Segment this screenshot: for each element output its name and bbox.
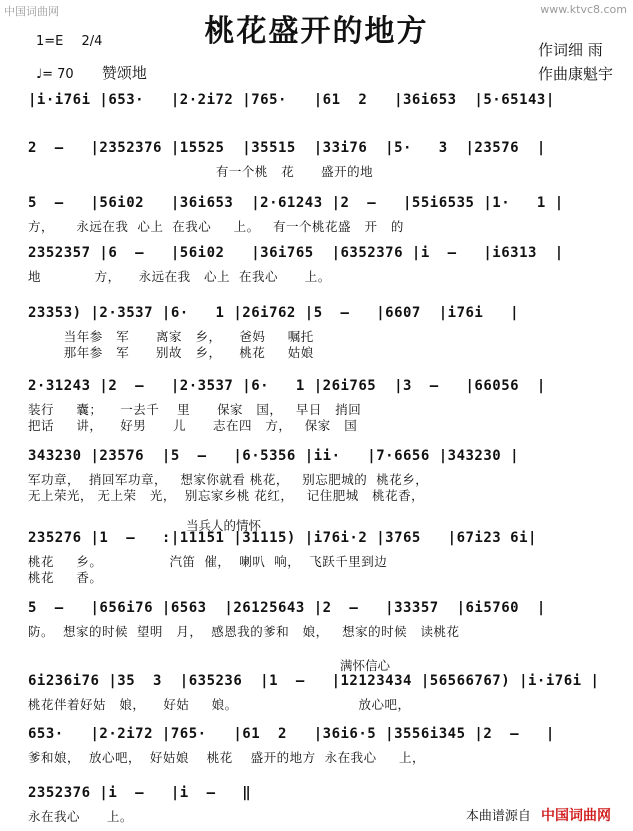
staff-line: 2 – |2352376 |15525 |35515 |33i76 |5· 3 |23576 |	[28, 140, 546, 156]
tempo-line	[36, 62, 147, 83]
credits	[538, 38, 613, 86]
composer: 作曲康魁宇	[537, 65, 613, 83]
lyric-line: 军功章， 捎回军功章， 想家你就看 桃花， 别忘肥城的 桃花乡，	[28, 472, 429, 487]
lyric-line: 桃花伴着好姑 娘， 好姑 娘。 放心吧，	[28, 697, 411, 712]
staff-line: 5 – |56i02 |36i653 |2·61243 |2 – |55i6535 |1· 1 |	[28, 195, 564, 211]
annotation-pre-interlude: 满怀信心	[340, 658, 391, 673]
footer-source-label: 本曲谱源自	[465, 809, 531, 824]
annotation-pre-march: 当兵人的情怀	[186, 518, 262, 533]
style-marking: 赞颂地	[101, 64, 147, 82]
staff-line: 653· |2·2i72 |765· |61 2 |36i6·5 |3556i345 |2 – |	[28, 726, 555, 742]
song-title: 桃花盛开的地方	[204, 14, 429, 49]
key-signature	[36, 34, 102, 49]
time-signature: 2/4	[81, 34, 103, 49]
lyric-line: 桃花 乡。 汽笛 催， 喇叭 响， 飞跃千里到边	[28, 554, 388, 569]
lyric-line: 当年参 军 离家 乡， 爸妈 嘱托	[28, 329, 314, 344]
lyric-line: 爹和娘， 放心吧， 好姑娘 桃花 盛开的地方 永在我心 上，	[28, 750, 425, 765]
staff-line: 2352376 |i – |i – ‖	[28, 785, 252, 801]
tempo: ♩= 70	[36, 67, 74, 82]
staff-line: 2352357 |6 – |56i02 |36i765 |6352376 |i – |i6313 |	[28, 245, 564, 261]
staff-line: 23353) |2·3537 |6· 1 |26i762 |5 – |6607 |i76i |	[28, 305, 520, 321]
lyric-line: 桃花 香。	[28, 570, 103, 585]
footer-source-brand: 中国词曲网	[541, 808, 611, 824]
lyric-line: 防。 想家的时候 望明 月， 感恩我的爹和 娘， 想家的时候 读桃花	[28, 624, 460, 639]
lyric-line: 那年参 军 别故 乡， 桃花 姑娘	[28, 345, 314, 360]
staff-line: 5 – |656i76 |6563 |26125643 |2 – |33357 |6i5760 |	[28, 600, 546, 616]
lyric-line: 永在我心 上。	[28, 809, 133, 824]
footer	[466, 805, 611, 825]
staff-line: 343230 |23576 |5 – |6·5356 |ii· |7·6656 |343230 |	[28, 448, 520, 464]
lyric-line: 地 方， 永远在我 心上 在我心 上。	[28, 269, 331, 284]
lyric-line: 把话 讲， 好男 儿 志在四 方， 保家 国	[28, 418, 358, 433]
staff-line: 6i236i76 |35 3 |635236 |1 – |12123434 |56566767) |i·i76i |	[28, 673, 600, 689]
lyric-line: 方， 永远在我 心上 在我心 上。 有一个桃花盛 开 的	[28, 219, 404, 234]
lyricist: 作词细 雨	[537, 41, 603, 59]
lyric-line: 有一个桃 花 盛开的地	[28, 164, 374, 179]
lyric-line: 装行 囊； 一去千 里 保家 国， 早日 捎回	[28, 402, 362, 417]
staff-line: 2·31243 |2 – |2·3537 |6· 1 |26i765 |3 – |66056 |	[28, 378, 546, 394]
lyric-line: 无上荣光， 无上荣 光， 别忘家乡桃 花红， 记住肥城 桃花香，	[28, 488, 425, 503]
watermark-right: www.ktvc8.com	[540, 3, 627, 16]
staff-line: 235276 |1 – :|11151 |31115) |i76i·2 |3765 |67i23 6i|	[28, 530, 537, 546]
key-text: 1=E	[36, 34, 64, 49]
watermark-left: 中国词曲网	[4, 5, 59, 18]
staff-line: |i·i76i |653· |2·2i72 |765· |61 2 |36i653 |5·65143|	[28, 92, 555, 108]
